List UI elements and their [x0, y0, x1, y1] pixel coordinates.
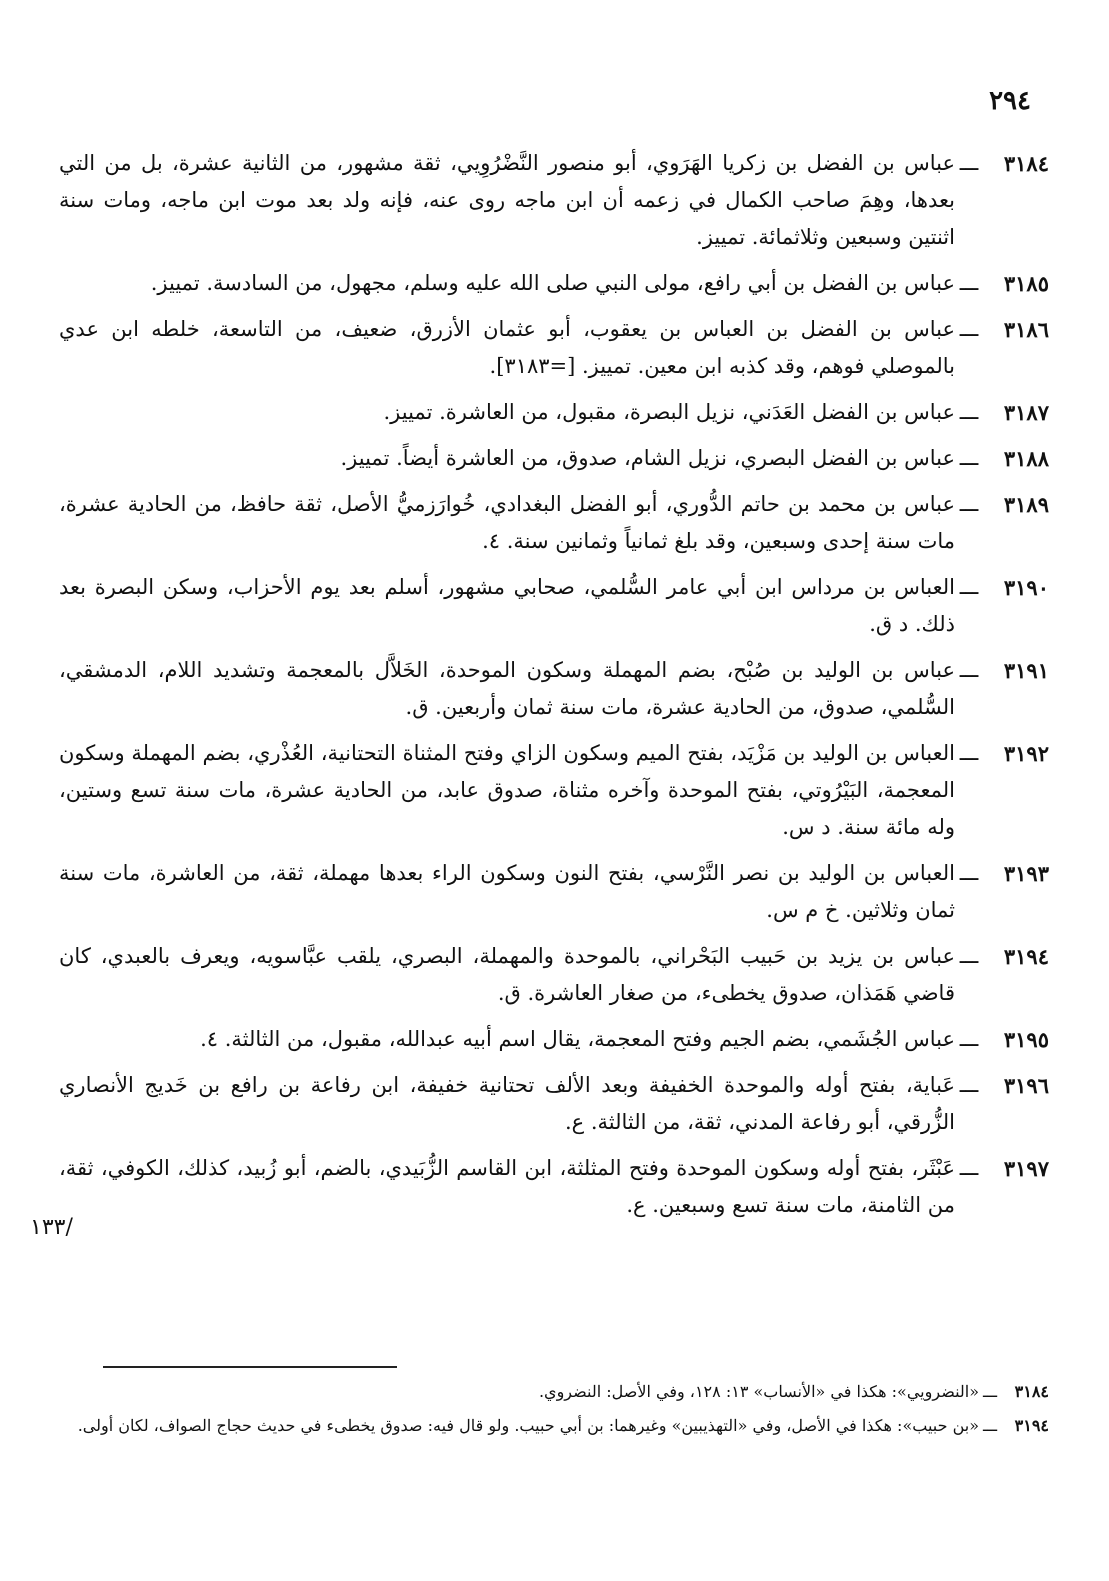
entry-number: ٣١٨٧ [1003, 400, 1049, 425]
entry-number: ٣١٩٧ [1003, 1156, 1049, 1181]
entry-dash: ـــ [959, 575, 979, 599]
footnote-number: ٣١٩٤ [1014, 1416, 1049, 1435]
entry-text: عباس بن محمد بن حاتم الدُّوري، أبو الفضل البغدادي، خُوارَزميُّ الأصل، ثقة حافظ، من الحادية عشرة، مات سنة إحدى وسبعين، وقد بلغ ثمانياً وثمانين سنة. ٤. [59, 492, 955, 553]
entry [59, 440, 1049, 477]
entry [59, 1067, 1049, 1141]
entry-dash: ـــ [959, 400, 979, 424]
entry-text: عَبْثَر، بفتح أوله وسكون الموحدة وفتح المثلثة، ابن القاسم الزُّبَيدي، بالضم، أبو زُبيد، كذلك، الكوفي، ثقة، من الثامنة، مات سنة تسع وسبعين. ع. [59, 1156, 955, 1217]
entry [59, 938, 1049, 1012]
footnote-dash: ـــ [982, 1416, 998, 1435]
entry-text: العباس بن الوليد بن نصر النَّرْسي، بفتح النون وسكون الراء بعدها مهملة، ثقة، من العاشرة، مات سنة ثمان وثلاثين. خ م س. [59, 861, 955, 922]
entry-dash: ـــ [959, 1027, 979, 1051]
entry-text: عباس الجُشَمي، بضم الجيم وفتح المعجمة، يقال اسم أبيه عبدالله، مقبول، من الثالثة. ٤. [200, 1027, 955, 1051]
entry [59, 145, 1049, 256]
entry-text: عباس بن الفضل العَدَني، نزيل البصرة، مقبول، من العاشرة. تمييز. [383, 400, 955, 424]
entry [59, 265, 1049, 302]
entry-dash: ـــ [959, 741, 979, 765]
footnote-text: «النضرويي»: هكذا في «الأنساب» ١٣: ١٢٨، وفي الأصل: النضروي. [538, 1382, 979, 1401]
entry-dash: ـــ [959, 658, 979, 682]
entry-text: عباس بن يزيد بن حَبيب البَحْراني، بالموحدة والمهملة، البصري، يلقب عبَّاسويه، ويعرف بالعبدي، كان قاضي هَمَذان، صدوق يخطىء، من صغار العاشرة. ق. [59, 944, 955, 1005]
entry-number: ٣١٩٥ [1003, 1027, 1049, 1052]
entry-number: ٣١٨٥ [1003, 271, 1049, 296]
footnote [59, 1378, 1049, 1406]
entry-dash: ـــ [959, 1073, 979, 1097]
entry [59, 652, 1049, 726]
entry-number: ٣١٩٣ [1003, 861, 1049, 886]
footnotes [59, 1378, 1049, 1446]
entry-number: ٣١٩٤ [1003, 944, 1049, 969]
footnote-number: ٣١٨٤ [1014, 1382, 1049, 1401]
footnote [59, 1412, 1049, 1440]
entry-number: ٣١٩١ [1003, 658, 1049, 683]
page-number: ٢٩٤ [989, 86, 1031, 116]
entry-dash: ـــ [959, 317, 979, 341]
footnote-divider [103, 1366, 397, 1368]
entry-dash: ـــ [959, 861, 979, 885]
entries-list [59, 145, 1049, 1233]
entry [59, 1021, 1049, 1058]
entry-text: العباس بن الوليد بن مَزْيَد، بفتح الميم وسكون الزاي وفتح المثناة التحتانية، العُذْري، بضم المهملة وسكون المعجمة، البَيْرُوتي، بفتح الموحدة وآخره مثناة، صدوق عابد، من الحادية عشرة، مات سنة تسع وستين، وله مائة سنة. د س. [59, 741, 955, 839]
entry-number: ٣١٩٢ [1003, 741, 1049, 766]
entry [59, 311, 1049, 385]
entry [59, 1150, 1049, 1224]
entry-number: ٣١٨٨ [1003, 446, 1049, 471]
entry-dash: ـــ [959, 492, 979, 516]
entry-dash: ـــ [959, 1156, 979, 1180]
entry-dash: ـــ [959, 446, 979, 470]
entry [59, 855, 1049, 929]
entry-number: ٣١٨٩ [1003, 492, 1049, 517]
entry [59, 569, 1049, 643]
entry-text: عباس بن الفضل بن العباس بن يعقوب، أبو عثمان الأزرق، ضعيف، من التاسعة، خلطه ابن عدي بالموصلي فوهم، وقد كذبه ابن معين. تمييز. [=٣١٨٣]. [59, 317, 955, 378]
entry-dash: ـــ [959, 271, 979, 295]
entry [59, 394, 1049, 431]
entry-text: عباس بن الفضل بن أبي رافع، مولى النبي صلى الله عليه وسلم، مجهول، من السادسة. تمييز. [150, 271, 955, 295]
entry-number: ٣١٨٦ [1003, 317, 1049, 342]
entry-dash: ـــ [959, 944, 979, 968]
entry-number: ٣١٩٦ [1003, 1073, 1049, 1098]
entry-text: عَباية، بفتح أوله والموحدة الخفيفة وبعد الألف تحتانية خفيفة، ابن رفاعة بن رافع بن خَديج الأنصاري الزُّرقي، أبو رفاعة المدني، ثقة، من الثالثة. ع. [59, 1073, 955, 1134]
entry-text: العباس بن مرداس ابن أبي عامر السُّلمي، صحابي مشهور، أسلم بعد يوم الأحزاب، وسكن البصرة بعد ذلك. د ق. [59, 575, 955, 636]
entry-number: ٣١٨٤ [1003, 151, 1049, 176]
entry [59, 735, 1049, 846]
entry [59, 486, 1049, 560]
margin-reference: /١٣٣ [30, 1215, 73, 1240]
entry-number: ٣١٩٠ [1003, 575, 1049, 600]
footnote-text: «بن حبيب»: هكذا في الأصل، وفي «التهذيبين» وغيرهما: بن أبي حبيب. ولو قال فيه: صدوق يخطىء في حديث حجاج الصواف، لكان أولى. [77, 1416, 979, 1435]
entry-text: عباس بن الفضل البصري، نزيل الشام، صدوق، من العاشرة أيضاً. تمييز. [340, 446, 955, 470]
entry-dash: ـــ [959, 151, 979, 175]
entry-text: عباس بن الفضل بن زكريا الهَرَوي، أبو منصور النَّضْرُوِيي، ثقة مشهور، من الثانية عشرة، بل من التي بعدها، وهِمَ صاحب الكمال في زعمه أن ابن ماجه روى عنه، فإنه ولد بعد موت ابن ماجه، ومات سنة اثنتين وسبعين وثلاثمائة. تمييز. [59, 151, 955, 249]
entry-text: عباس بن الوليد بن صُبْح، بضم المهملة وسكون الموحدة، الخَلاَّل بالمعجمة وتشديد اللام، الدمشقي، السُّلمي، صدوق، من الحادية عشرة، مات سنة ثمان وأربعين. ق. [59, 658, 955, 719]
footnote-dash: ـــ [982, 1382, 998, 1401]
